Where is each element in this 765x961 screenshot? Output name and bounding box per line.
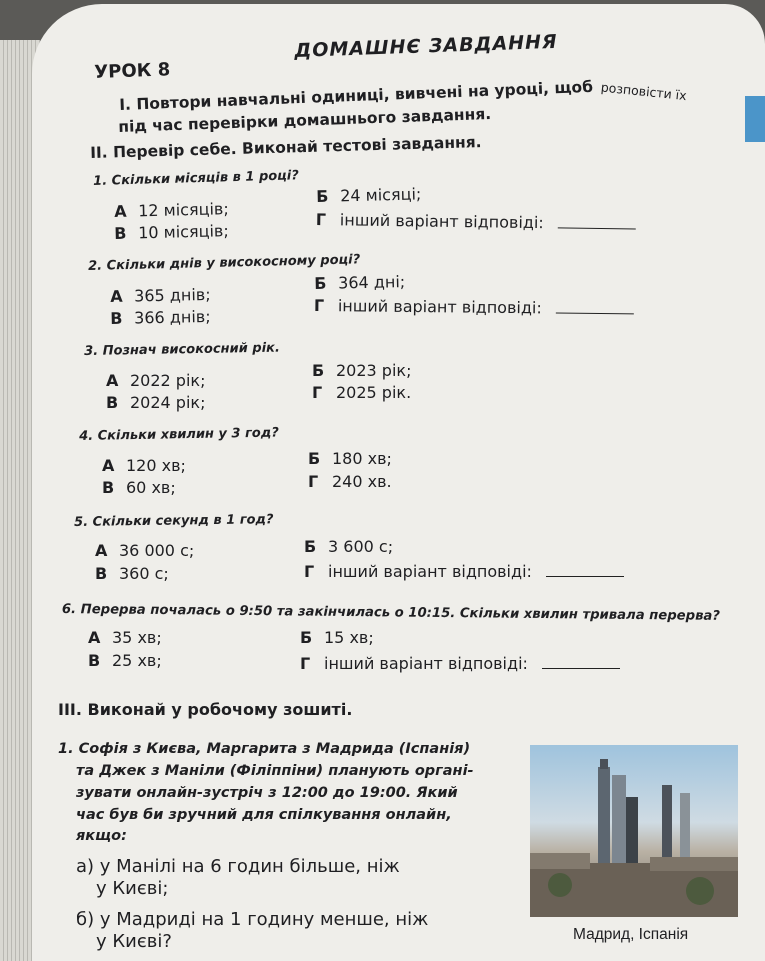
- subtask-b-line2: у Києві?: [96, 931, 172, 952]
- task-line-1: 1. Софія з Києва, Маргарита з Мадрида (Іспанія): [58, 741, 471, 757]
- q6-answer-blank[interactable]: [542, 668, 620, 669]
- question-4: 4. Скільки хвилин у 3 год?: [79, 425, 279, 444]
- madrid-skyline-photo: [530, 745, 738, 917]
- q6-option-b: Б 15 хв;: [300, 628, 374, 647]
- q1-option-b: Б 24 місяці;: [316, 184, 422, 206]
- subtask-b-line1: б) у Мадриді на 1 годину менше, ніж: [76, 909, 429, 930]
- lesson-label: УРОК 8: [94, 59, 171, 83]
- task-line-4: час був би зручний для спілкування онлайн,: [76, 807, 452, 823]
- question-1: 1. Скільки місяців в 1 році?: [93, 168, 300, 189]
- q2-option-c: В 366 днів;: [110, 306, 211, 328]
- q3-option-a: А 2022 рік;: [106, 371, 206, 390]
- section2-title: ІІ. Перевір себе. Виконай тестові завдання.: [90, 133, 482, 162]
- page-title: ДОМАШНЄ ЗАВДАННЯ: [294, 30, 558, 62]
- q1-option-a: А 12 місяців;: [114, 199, 229, 221]
- q1-option-c: В 10 місяців;: [114, 221, 229, 243]
- question-2: 2. Скільки днів у високосному році?: [88, 252, 361, 274]
- q5-option-a: А 36 000 с;: [95, 541, 195, 560]
- section1-line1: І. Повтори навчальні одиниці, вивчені на уроці, щоб розповісти їх: [119, 77, 688, 114]
- q5-answer-blank[interactable]: [546, 576, 624, 577]
- q3-option-c: В 2024 рік;: [106, 393, 206, 412]
- page-edge-tab: [745, 96, 765, 142]
- q2-option-b: Б 364 дні;: [314, 272, 406, 293]
- q6-option-a: А 35 хв;: [88, 628, 162, 647]
- question-6: 6. Перерва почалась о 9:50 та закінчилась о 10:15. Скільки хвилин тривала перерва?: [61, 602, 721, 624]
- section1-line2: під час перевірки домашнього завдання.: [118, 104, 492, 136]
- q1-option-d: Г інший варіант відповіді:: [316, 210, 636, 233]
- question-3: 3. Познач високосний рік.: [84, 340, 280, 359]
- task-line-2: та Джек з Маніли (Філіппіни) планують органі-: [76, 763, 474, 779]
- q4-option-d: Г 240 хв.: [308, 472, 392, 491]
- q4-option-c: В 60 хв;: [102, 478, 176, 497]
- photo-caption: Мадрид, Іспанія: [573, 926, 689, 943]
- task-line-3: зувати онлайн-зустріч з 12:00 до 19:00. Який: [76, 785, 458, 801]
- q6-option-d: Г інший варіант відповіді:: [300, 654, 620, 673]
- q3-option-b: Б 2023 рік;: [312, 361, 412, 380]
- q2-option-d: Г інший варіант відповіді:: [314, 296, 634, 318]
- section3-title: ІІІ. Виконай у робочому зошиті.: [58, 700, 353, 719]
- q4-option-b: Б 180 хв;: [308, 449, 392, 468]
- q5-option-d: Г інший варіант відповіді:: [304, 562, 624, 581]
- textbook-page: [32, 4, 765, 961]
- q3-option-d: Г 2025 рік.: [312, 383, 412, 402]
- task-line-5: якщо:: [76, 828, 127, 844]
- question-5: 5. Скільки секунд в 1 год?: [74, 512, 274, 530]
- section1-line1-end: розповісти їх: [600, 79, 688, 104]
- q2-option-a: А 365 днів;: [110, 284, 211, 306]
- q6-option-c: В 25 хв;: [88, 651, 162, 670]
- madrid-skyline-illustration: [530, 745, 738, 917]
- q2-answer-blank[interactable]: [556, 313, 634, 315]
- subtask-a-line1: а) у Манілі на 6 годин більше, ніж: [76, 856, 400, 877]
- q5-option-c: В 360 с;: [95, 564, 169, 583]
- q5-option-b: Б 3 600 с;: [304, 537, 394, 556]
- q1-answer-blank[interactable]: [558, 227, 636, 229]
- q4-option-a: А 120 хв;: [102, 456, 186, 475]
- subtask-a-line2: у Києві;: [96, 878, 169, 899]
